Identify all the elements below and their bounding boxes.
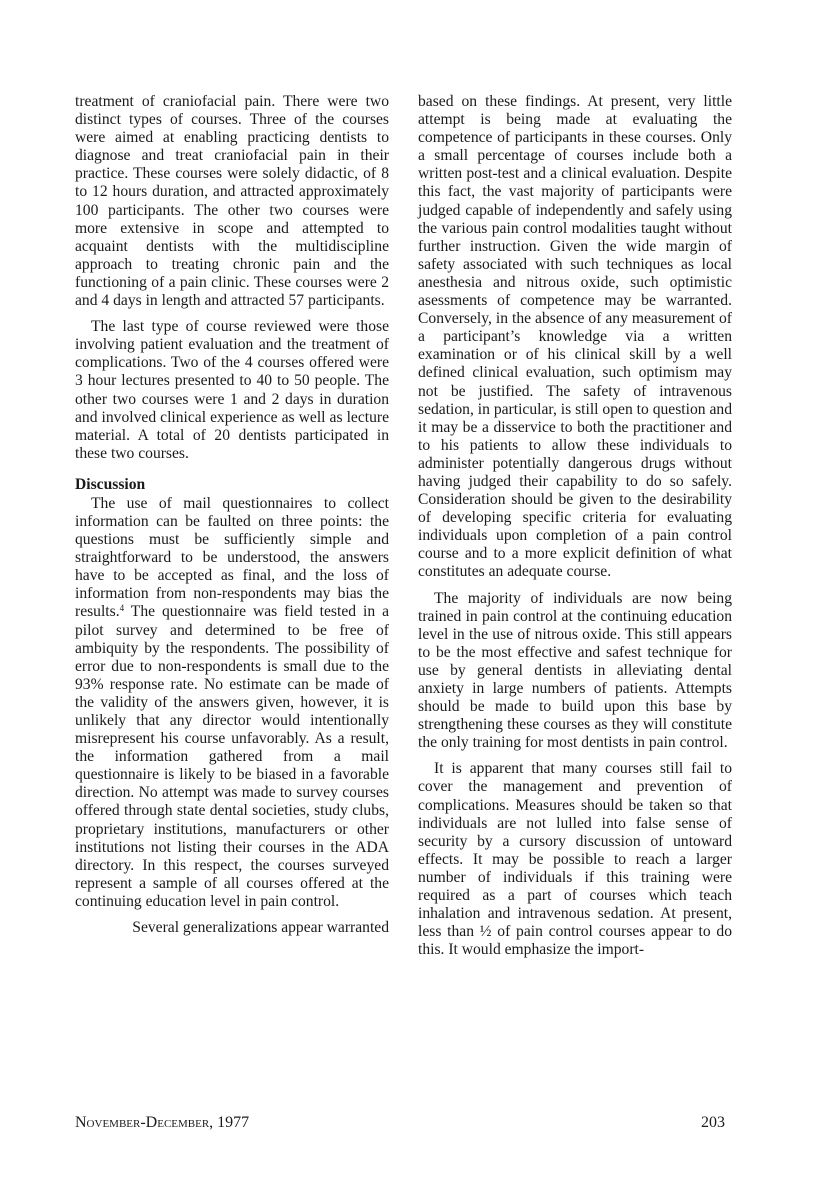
paragraph-mail-questionnaires (75, 495, 389, 911)
paragraph-complications-courses: The last type of course reviewed were those involving patient evaluation and the treatment of complications. Two of the 4 courses offered were 3 hour lectures presented to 40 to 50 people. The other two courses were 1 and 2 days in duration and involved clinical experience as well as lecture material. A total of 20 dentists participated in these two courses. (75, 318, 389, 462)
section-heading-discussion: Discussion (75, 475, 146, 493)
paragraph-nitrous-oxide: The majority of individuals are now being trained in pain control at the continuing education level in the use of nitrous oxide. This still appears to be the most effective and safest technique for use by general dentists in alleviating dental anxiety in large numbers of patients. Attempts should be made to build upon this base by strengthening these courses as they will constitute the only training for most dentists in pain control. (418, 589, 732, 752)
page-number: 203 (701, 1114, 725, 1131)
right-column (418, 93, 732, 967)
footer-issue-date: November-December, 1977 (75, 1114, 250, 1131)
paragraph-craniofacial-courses: treatment of craniofacial pain. There were two distinct types of courses. Three of the courses were aimed at enabling practicing dentists to diagnose and treat craniofacial pain in their practice. These courses were solely didactic, of 8 to 12 hours duration, and attracted approximately 100 participants. The other two courses were more extensive in scope and attempted to acquaint dentists with the multidiscipline approach to treating chronic pain and the functioning of a pain clinic. These courses were 2 and 4 days in length and attracted 57 participants. (75, 93, 389, 310)
paragraph-generalizations: Several generalizations appear warranted (132, 919, 389, 937)
paragraph-text: The use of mail questionnaires to collect information can be faulted on three points: the questions must be sufficiently simple and straightforward to be understood, the answers have to be accepted as final, and the loss of information from non-respondents may bias the results. (75, 494, 389, 621)
paragraph-text: The questionnaire was field tested in a pilot survey and determined to be free of ambiquity by the respondents. The possibility of error due to non-respondents is small due to the 93% response rate. No estimate can be made of the validity of the answers given, however, it is unlikely that any director would intentionally misrepresent his course unfavorably. As a result, the information gathered from a mail questionnaire is likely to be biased in a favorable direction. No attempt was made to survey courses offered through state dental societies, study clubs, proprietary institutions, manufacturers or other institutions not listing their courses in the ADA directory. In this respect, the courses surveyed represent a sample of all courses offered at the continuing education level in pain control. (75, 603, 389, 910)
paragraph-complications-management: It is apparent that many courses still fail to cover the management and prevention of complications. Measures should be taken so that individuals are not lulled into false sense of security by a cursory discussion of untoward effects. It may be possible to reach a larger number of individuals if this training were required as a part of courses which teach inhalation and intravenous sedation. At present, less than ½ of pain control courses appear to do this. It would emphasize the import- (418, 760, 732, 959)
paragraph-competence-evaluation: based on these findings. At present, very little attempt is being made at evaluating the competence of participants in these courses. Only a small percentage of courses include both a written post-test and a clinical evaluation. Despite this fact, the vast majority of participants were judged capable of independently and safely using the various pain control modalities taught without further instruction. Given the wide margin of safety associated with such techniques as local anesthesia and nitrous oxide, such optimistic asessments of competence may be warranted. Conversely, in the absence of any measurement of a participant’s knowledge via a written examination or of his clinical skill by a well defined clinical evaluation, such optimism may not be justified. The safety of intravenous sedation, in particular, is still open to question and it may be a disservice to both the practitioner and to his patients to allow these individuals to administer potentially dangerous drugs without having judged their capability to do so safely. Consideration should be given to the desirability of developing specific criteria for evaluating individuals upon completion of a pain control course and to a more explicit definition of what constitutes an adequate course. (418, 93, 732, 581)
left-column (75, 93, 389, 945)
reference-superscript: 4 (119, 603, 125, 614)
